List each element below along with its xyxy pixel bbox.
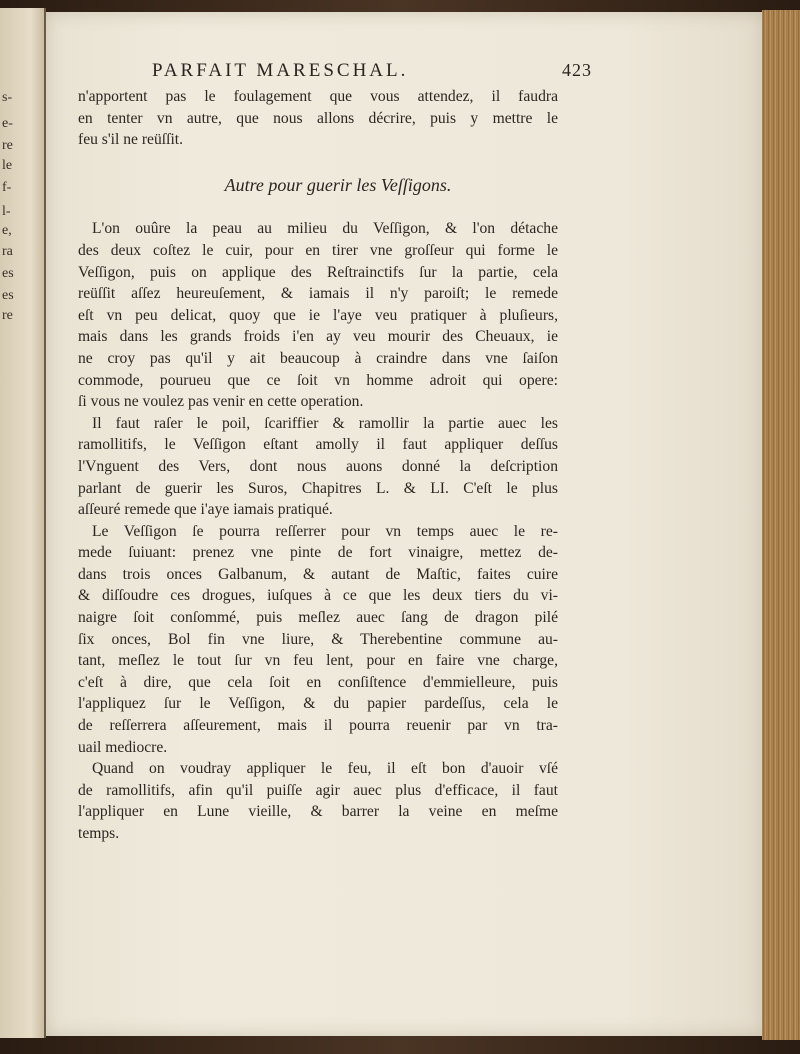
text-line: l'appliquer en Lune vieille, & barrer la veine en meſme	[78, 803, 558, 821]
previous-page-fragment: es	[2, 288, 14, 303]
text-line: ſi vous ne voulez pas venir en cette operation.	[78, 393, 364, 411]
text-line: l'Vnguent des Vers, dont nous auons donné la deſcription	[78, 457, 558, 475]
previous-page-fragment: re	[2, 138, 13, 153]
text-line: en tenter vn autre, que nous allons décrire, puis y mettre le	[78, 109, 558, 127]
text-line: L'on ouûre la peau au milieu du Veſſigon, & l'on détache	[92, 220, 558, 238]
page-text	[78, 86, 558, 845]
text-line: Quand on voudray appliquer le feu, il eſt bon d'auoir vſé	[92, 760, 558, 778]
previous-page-fragment: l-	[2, 204, 11, 219]
text-line: Il faut raſer le poil, ſcariffier & ramollir la partie auec les	[92, 414, 558, 432]
text-line: reüſſit aſſez heureuſement, & iamais il n'y paroiſt; le remede	[78, 285, 558, 303]
paragraph	[78, 218, 558, 412]
text-line: Le Veſſigon ſe pourra reſſerrer pour vn temps auec le re-	[92, 522, 558, 540]
text-line: l'appliquez ſur le Veſſigon, & du papier pardeſſus, cela le	[78, 695, 558, 713]
previous-page-fragment: f-	[2, 180, 12, 195]
text-line: tant, meſlez le tout ſur vn feu lent, pour en faire vne charge,	[78, 652, 558, 670]
text-line: des deux coſtez le cuir, pour en tirer vne groſſeur qui forme le	[78, 241, 558, 259]
previous-page-fragment: ra	[2, 244, 13, 259]
text-line: & diſſoudre ces drogues, iuſques à ce que les deux tiers du vi-	[78, 587, 558, 605]
page-number: 423	[562, 60, 592, 80]
paragraph	[78, 758, 558, 844]
text-line: aſſeuré remede que i'aye iamais pratiqué.	[78, 501, 333, 519]
text-line: commode, pourueu que ce ſoit vn homme adroit qui opere:	[78, 371, 558, 389]
text-line: de ramollitifs, afin qu'il puiſſe agir auec plus d'efficace, il faut	[78, 781, 558, 799]
previous-page-fragment: e,	[2, 223, 12, 238]
paragraph	[78, 521, 558, 759]
previous-page-fragment: re	[2, 308, 13, 323]
section-heading: Autre pour guerir les Veſſigons.	[224, 174, 452, 195]
text-line: dans trois onces Galbanum, & autant de Maſtic, faites cuire	[78, 565, 558, 583]
previous-page-fragment: le	[2, 158, 13, 173]
text-line: Veſſigon, puis on applique des Reſtrainctifs ſur la partie, cela	[78, 263, 558, 281]
paragraph	[78, 413, 558, 521]
text-line: naigre ſoit conſommé, puis meſlez auec ſang de dragon pilé	[78, 609, 558, 627]
text-line: mais dans les grands froids i'en ay veu mourir des Cheuaux, ie	[78, 328, 558, 346]
previous-page-margin	[0, 8, 46, 1038]
text-line: uail mediocre.	[78, 738, 168, 756]
text-line: temps.	[78, 825, 120, 842]
text-line: ramollitifs, le Veſſigon eſtant amolly il faut appliquer deſſus	[78, 436, 558, 454]
running-head	[152, 60, 592, 86]
text-line: de reſſerrera aſſeurement, mais il pourra reuenir par vn tra-	[78, 717, 558, 735]
text-line: feu s'il ne reüſſit.	[78, 131, 184, 149]
running-head-title: PARFAIT MARESCHAL.	[152, 60, 409, 81]
text-line: ſix onces, Bol fin vne liure, & Therebentine commune au-	[78, 630, 558, 648]
text-line: c'eſt à dire, que cela ſoit en conſiſtence d'emmielleure, puis	[78, 673, 558, 691]
text-line: parlant de guerir les Suros, Chapitres L. & LI. C'eſt le plus	[78, 479, 558, 497]
previous-page-fragment: e-	[2, 116, 13, 131]
page-edges	[762, 10, 800, 1040]
previous-page-fragment: es	[2, 266, 14, 281]
previous-page-fragment: s-	[2, 90, 13, 105]
text-line: eſt vn peu delicat, quoy que ie l'aye veu pratiquer à pluſieurs,	[78, 306, 558, 324]
text-line: ne croy pas qu'il y ait beaucoup à craindre dans vne ſaiſon	[78, 349, 558, 367]
text-line: mede ſuiuant: prenez vne pinte de fort vinaigre, mettez de-	[78, 544, 558, 562]
text-line: n'apportent pas le foulagement que vous attendez, il faudra	[78, 88, 558, 105]
